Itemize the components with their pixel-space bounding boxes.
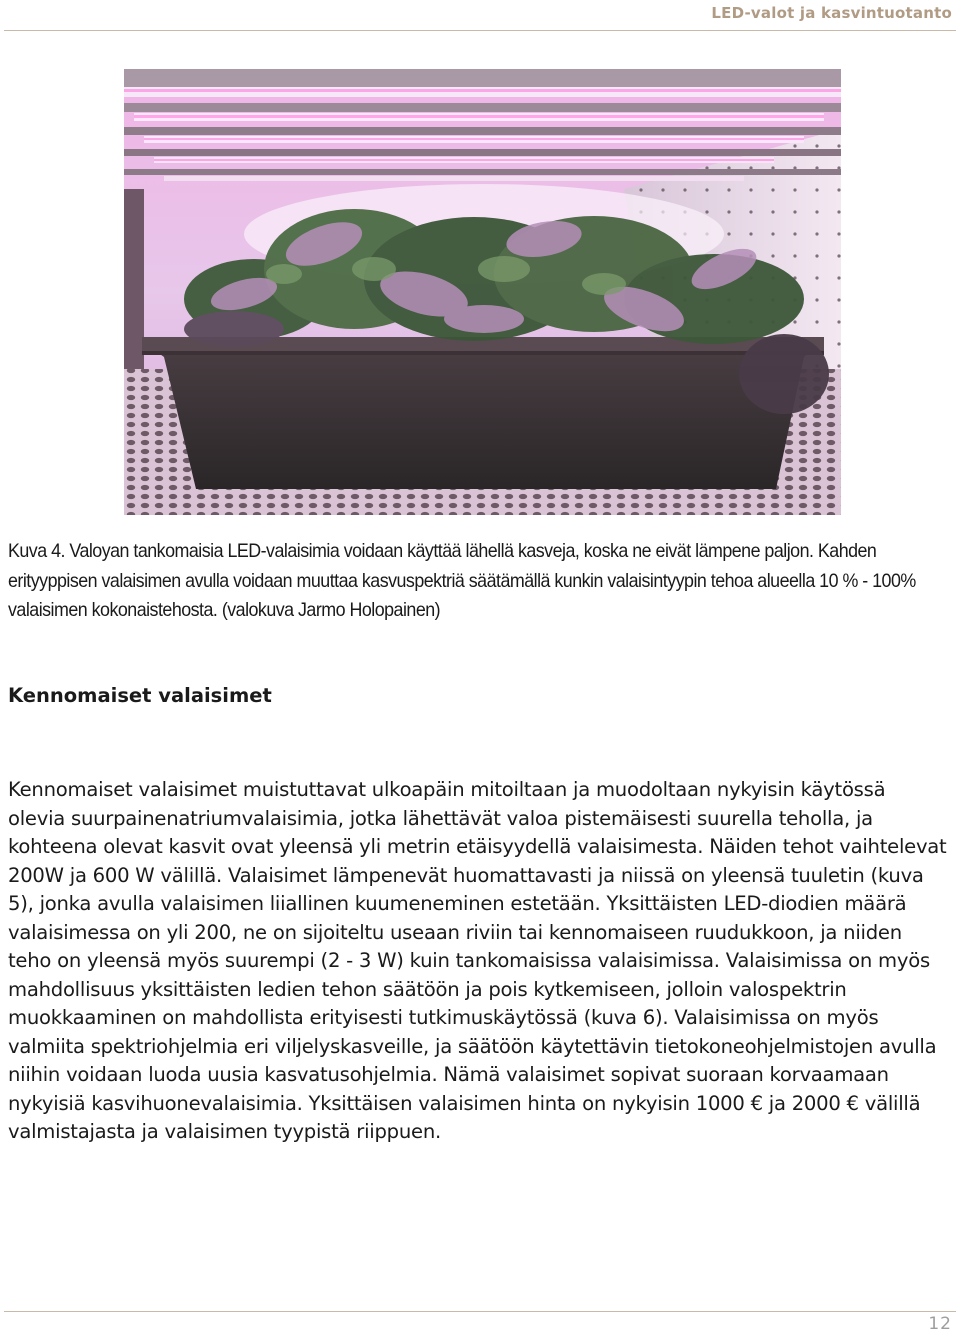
page-number: 12 [928, 1314, 952, 1334]
section-heading: Kennomaiset valaisimet [8, 684, 272, 707]
figure-caption: Kuva 4. Valoyan tankomaisia LED-valaisimia voidaan käyttää lähellä kasveja, koska ne eivät lämpene paljon. Kahden erityyppisen valaisimen avulla voidaan muuttaa kasvuspektriä säätämällä kunkin valaisintyypin tehoa alueella 10 % - 100% valaisimen kokonaistehosta. (valokuva Jarmo Holopainen) [8, 541, 916, 621]
header-title: LED-valot ja kasvintuotanto [711, 4, 952, 22]
header-divider [4, 30, 956, 31]
footer-divider [4, 1311, 956, 1312]
figure-photo [124, 69, 841, 515]
body-paragraph: Kennomaiset valaisimet muistuttavat ulkoapäin mitoiltaan ja muodoltaan nykyisin käytössä olevia suurpainenatriumvalaisimia, jotka lähettävät valoa pistemäisesti suurella teholla, ja kohteena olevat kasvit ovat yleensä yli metrin etäisyydellä valaisimesta. Näiden tehot vaihtelevat 200W ja 600 W välillä. Valaisimet lämpenevät huomattavasti ja niissä on yleensä tuuletin (kuva 5), jonka avulla valaisimen liiallinen kuumeneminen estetään. Yksittäisten LED-diodien määrä valaisimessa on yli 200, ne on sijoiteltu useaan riviin tai kennomaiseen ruudukkoon, ja niiden teho on yleensä myös suurempi (2 - 3 W) kuin tankomaisissa valaisimissa. Valaisimissa on myös mahdollisuus yksittäisten ledien tehon säätöön ja pois kytkemiseen, jolloin valospektrin muokkaaminen on mahdollista erityisesti tutkimuskäytössä (kuva 6). Valaisimissa on myös valmiita spektriohjelmia eri viljelyskasveille, ja säätöön käytettävin tietokoneohjelmistojen avulla niihin voidaan luoda uusia kasvatusohjelmia. Nämä valaisimet sopivat suoraan korvaamaan nykyisiä kasvihuonevalaisimia. Yksittäisen valaisimen hinta on nykyisin 1000 € ja 2000 € välillä valmistajasta ja valaisimen tyypistä riippuen. [8, 778, 947, 1143]
